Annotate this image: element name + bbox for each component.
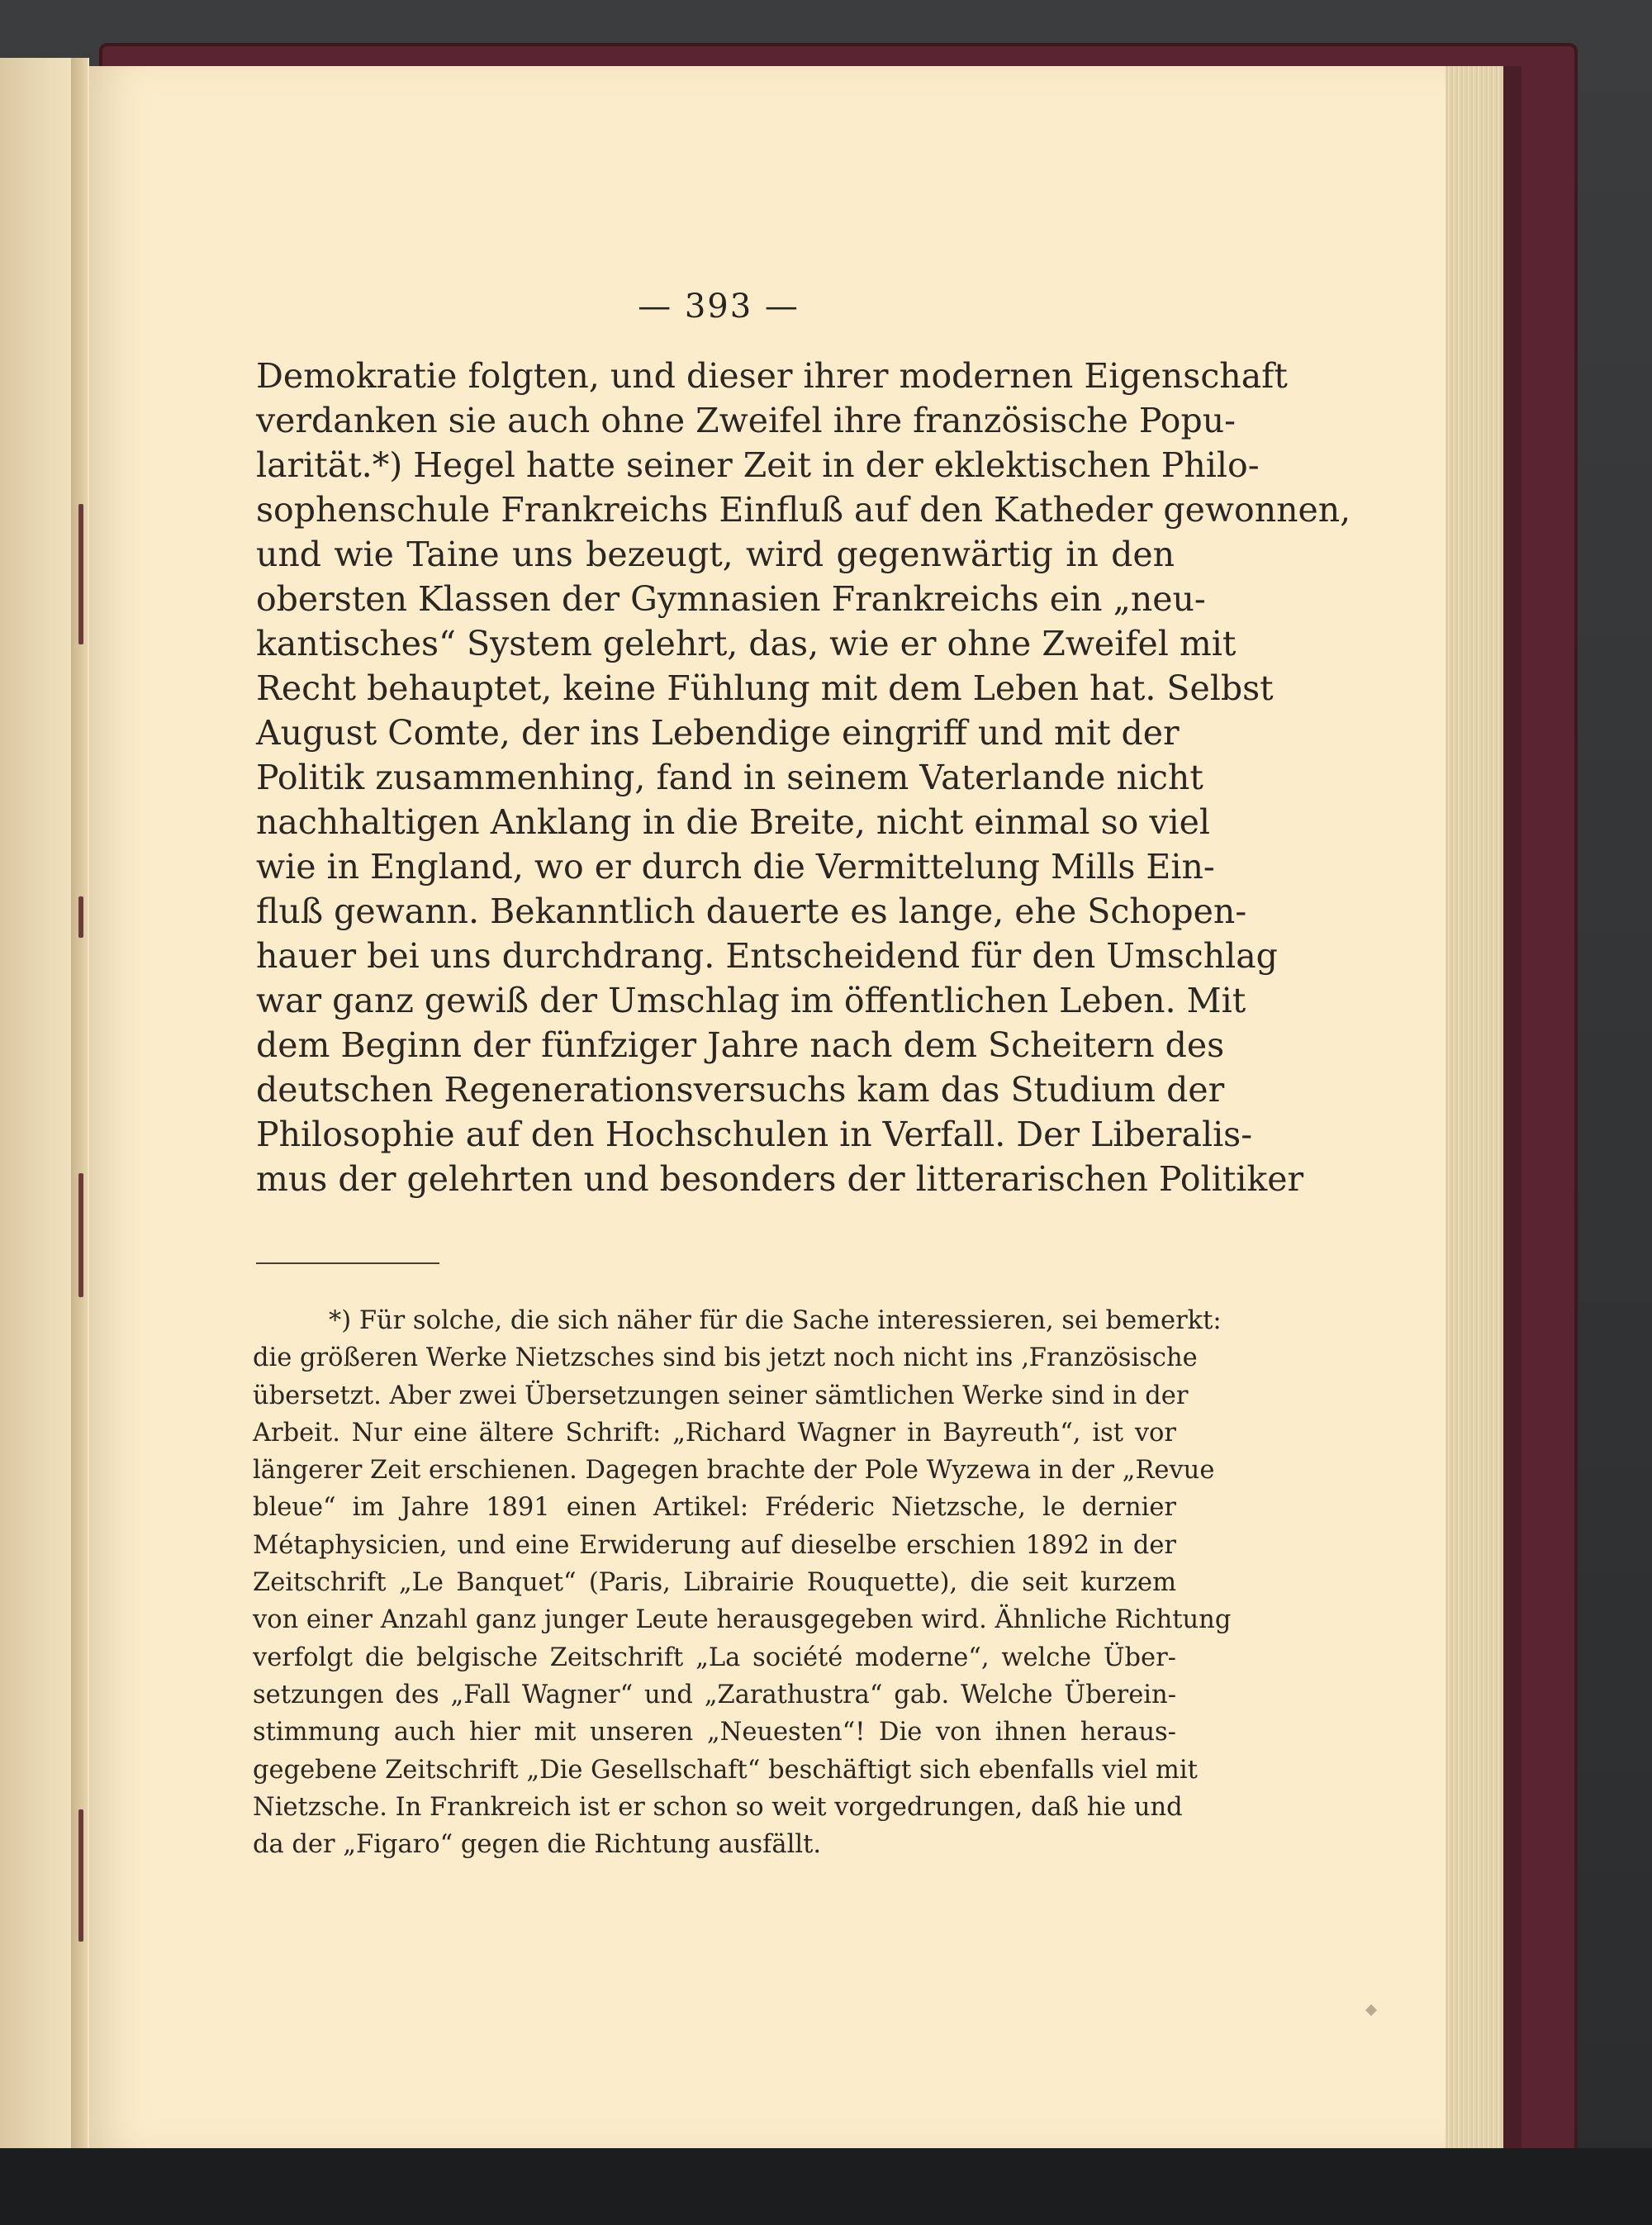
footnote-line: da der „Figaro“ gegen die Richtung ausfällt. [253, 1830, 822, 1860]
body-line: Philosophie auf den Hochschulen in Verfall. Der Liberalis- [256, 1115, 1253, 1154]
body-line: dem Beginn der fünfziger Jahre nach dem Scheitern des [256, 1025, 1225, 1065]
page-number: — 393 — [638, 288, 800, 326]
body-line: nachhaltigen Anklang in die Breite, nicht einmal so viel [256, 802, 1210, 842]
body-line: sophenschule Frankreichs Einfluß auf den Katheder gewonnen, [256, 490, 1351, 530]
gutter-mark [78, 504, 83, 644]
footnote-line: setzungen des „Fall Wagner“ und „Zarathustra“ gab. Welche Überein- [253, 1680, 1176, 1709]
footnote-line: *) Für solche, die sich näher für die Sache interessieren, sei bemerkt: [329, 1306, 1222, 1335]
body-line: Recht behauptet, keine Fühlung mit dem Leben hat. Selbst [256, 668, 1274, 708]
body-line: verdanken sie auch ohne Zweifel ihre französische Popu- [256, 401, 1236, 440]
footnote-line: Arbeit. Nur eine ältere Schrift: „Richard Wagner in Bayreuth“, ist vor [253, 1418, 1176, 1448]
body-text [256, 354, 1351, 1201]
body-line: war ganz gewiß der Umschlag im öffentlichen Leben. Mit [256, 981, 1246, 1020]
footnote [253, 1302, 1232, 1863]
body-line: Demokratie folgten, und dieser ihrer modernen Eigenschaft [256, 356, 1288, 396]
footnote-line: Nietzsche. In Frankreich ist er schon so weit vorgedrungen, daß hie und [253, 1792, 1183, 1822]
body-line: Politik zusammenhing, fand in seinem Vaterlande nicht [256, 758, 1203, 797]
page-edges [1446, 66, 1503, 2148]
footnote-line: die größeren Werke Nietzsches sind bis jetzt noch nicht ins ‚Französische [253, 1343, 1198, 1373]
cover-edge [1503, 66, 1521, 2148]
body-line: fluß gewann. Bekanntlich dauerte es lange, ehe Schopen- [256, 891, 1247, 931]
body-line: hauer bei uns durchdrang. Entscheidend für den Umschlag [256, 936, 1278, 976]
footnote-line: übersetzt. Aber zwei Übersetzungen seiner sämtlichen Werke sind in der [253, 1381, 1189, 1410]
footnote-divider [256, 1262, 439, 1264]
footnote-line: längerer Zeit erschienen. Dagegen brachte der Pole Wyzewa in der „Revue [253, 1456, 1215, 1486]
footnote-line: Zeitschrift „Le Banquet“ (Paris, Librairie Rouquette), die seit kurzem [253, 1568, 1176, 1598]
footnote-line: Métaphysicien, und eine Erwiderung auf dieselbe erschien 1892 in der [253, 1530, 1176, 1560]
footnote-line: gegebene Zeitschrift „Die Gesellschaft“ beschäftigt sich ebenfalls viel mit [253, 1755, 1198, 1785]
body-line: mus der gelehrten und besonders der litterarischen Politiker [256, 1159, 1304, 1199]
body-line: deutschen Regenerationsversuchs kam das Studium der [256, 1070, 1225, 1110]
footnote-line: bleue“ im Jahre 1891 einen Artikel: Fréderic Nietzsche, le dernier [253, 1493, 1176, 1523]
footnote-line: von einer Anzahl ganz junger Leute herausgegeben wird. Ähnliche Richtung [253, 1605, 1232, 1635]
bottom-shadow [0, 2148, 1652, 2225]
body-line: larität.*) Hegel hatte seiner Zeit in der eklektischen Philo- [256, 445, 1260, 485]
gutter-mark [78, 1809, 83, 1942]
body-line: kantisches“ System gelehrt, das, wie er ohne Zweifel mit [256, 624, 1237, 663]
body-line: wie in England, wo er durch die Vermittelung Mills Ein- [256, 847, 1215, 887]
gutter-mark [78, 1173, 83, 1297]
footnote-line: verfolgt die belgische Zeitschrift „La société moderne“, welche Über- [253, 1643, 1176, 1672]
body-line: und wie Taine uns bezeugt, wird gegenwärtig in den [256, 535, 1175, 574]
body-line: August Comte, der ins Lebendige eingriff und mit der [256, 713, 1180, 753]
body-line: obersten Klassen der Gymnasien Frankreichs ein „neu- [256, 579, 1206, 619]
footnote-line: stimmung auch hier mit unseren „Neuesten“! Die von ihnen heraus- [253, 1718, 1176, 1747]
gutter-mark [78, 896, 83, 938]
